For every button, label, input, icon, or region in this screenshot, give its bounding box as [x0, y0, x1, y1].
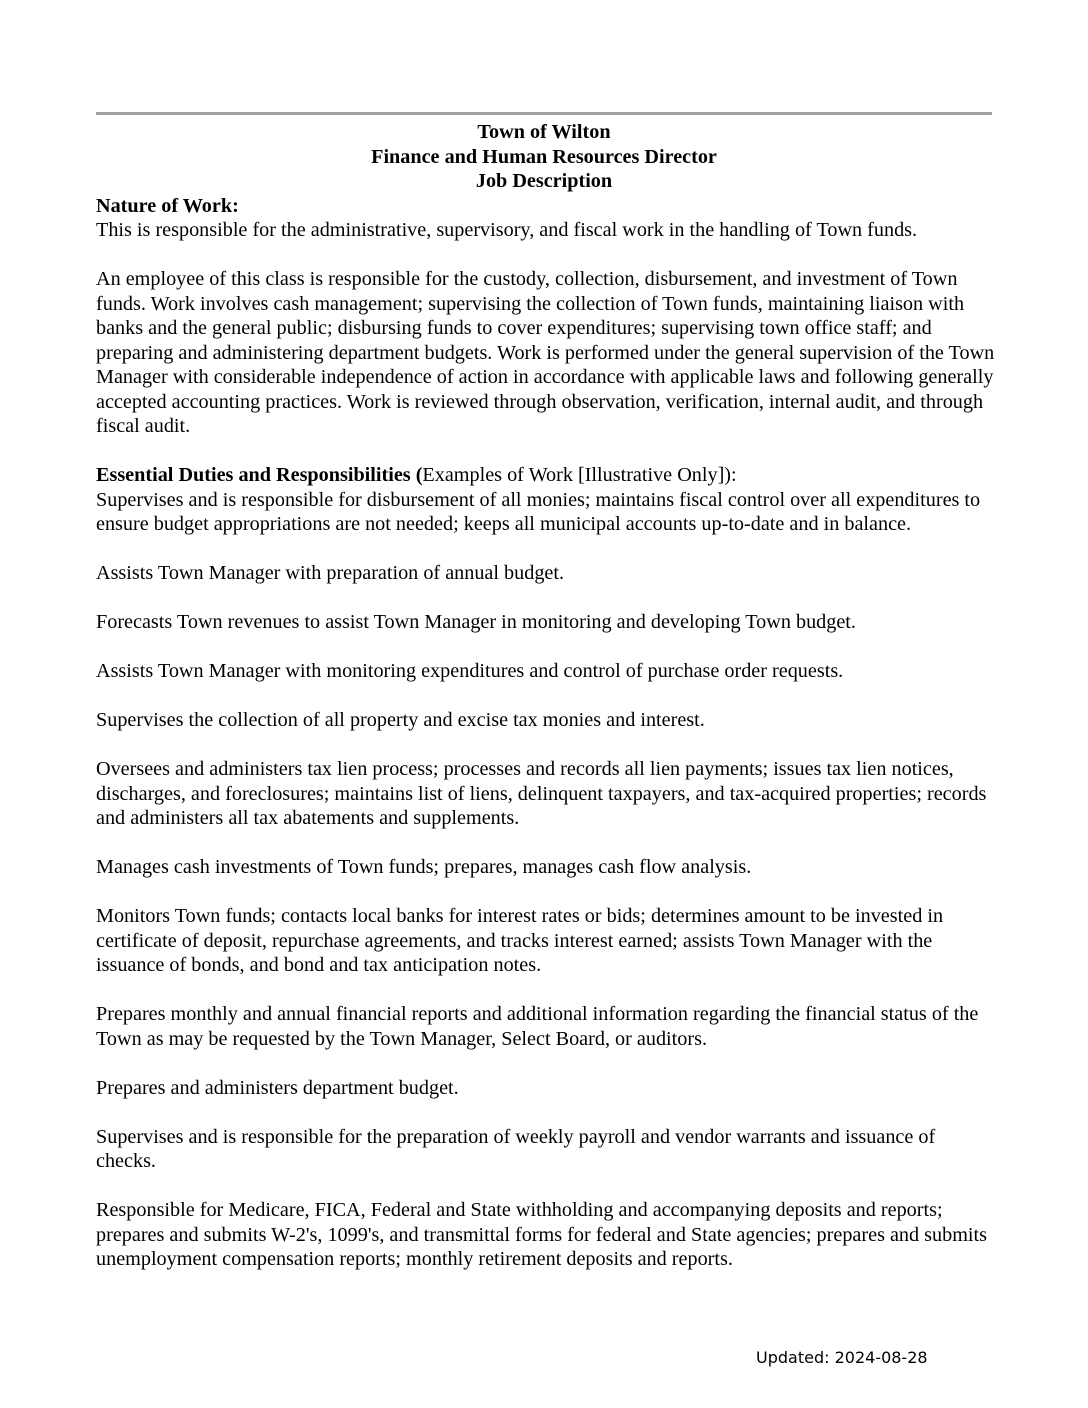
updated-date: Updated: 2024-08-28 [756, 1348, 928, 1367]
nature-of-work-section [96, 194, 996, 439]
duty-item: Supervises the collection of all property and excise tax monies and interest. [96, 709, 705, 731]
top-rule [96, 112, 992, 115]
duty-item: Oversees and administers tax lien process; processes and records all lien payments; issues tax lien notices, discharges, and foreclosures; maintains list of liens, delinquent taxpayers, and tax-acquired properties; records and administers all tax abatements and supplements. [96, 758, 987, 829]
duties-heading-bold: Essential Duties and Responsibilities ( [96, 464, 423, 486]
nature-summary: This is responsible for the administrative, supervisory, and fiscal work in the handling of Town funds. [96, 219, 918, 241]
document-header [96, 120, 992, 194]
duty-item: Assists Town Manager with preparation of annual budget. [96, 562, 565, 584]
duty-item: Prepares monthly and annual financial reports and additional information regarding the financial status of the Town as may be requested by the Town Manager, Select Board, or auditors. [96, 1003, 979, 1050]
position-title: Finance and Human Resources Director [371, 145, 717, 168]
duties-heading [96, 463, 996, 488]
duty-item: Monitors Town funds; contacts local banks for interest rates or bids; determines amount to be invested in certificate of deposit, repurchase agreements, and tracks interest earned; assists Town Manager with the issuance of bonds, and bond and tax anticipation notes. [96, 905, 944, 976]
duty-item: Supervises and is responsible for the preparation of weekly payroll and vendor warrants and issuance of checks. [96, 1125, 936, 1172]
nature-of-work-heading: Nature of Work: [96, 194, 239, 217]
document-body [96, 120, 996, 1272]
duty-item: Responsible for Medicare, FICA, Federal and State withholding and accompanying deposits and reports; prepares and submits W-2's, 1099's, and transmittal forms for federal and State agencies; prepares and submits unemployment compensation reports; monthly retirement deposits and reports. [96, 1199, 987, 1270]
duty-item: Forecasts Town revenues to assist Town Manager in monitoring and developing Town budget. [96, 611, 856, 633]
town-name: Town of Wilton [477, 121, 611, 143]
duties-heading-rest: Examples of Work [Illustrative Only]): [422, 464, 737, 486]
duty-item: Prepares and administers department budget. [96, 1076, 459, 1099]
document-type: Job Description [475, 170, 613, 192]
duty-item: Supervises and is responsible for disbursement of all monies; maintains fiscal control over all expenditures to ensure budget appropriations are not needed; keeps all municipal accounts up-to-date and in balance. [96, 488, 981, 535]
nature-detail: An employee of this class is responsible for the custody, collection, disbursement, and investment of Town funds. Work involves cash management; supervising the collection of Town funds, maintaining liaison with banks and the general public; disbursing funds to cover expenditures; supervising town office staff; and preparing and administering department budgets. Work is performed under the general supervision of the Town Manager with considerable independence of action in accordance with applicable laws and following generally accepted accounting practices. Work is reviewed through observation, verification, internal audit, and through fiscal audit. [96, 268, 995, 437]
duties-section [96, 463, 996, 1272]
duty-item: Manages cash investments of Town funds; prepares, manages cash flow analysis. [96, 856, 752, 878]
duty-item: Assists Town Manager with monitoring expenditures and control of purchase order requests. [96, 660, 844, 682]
